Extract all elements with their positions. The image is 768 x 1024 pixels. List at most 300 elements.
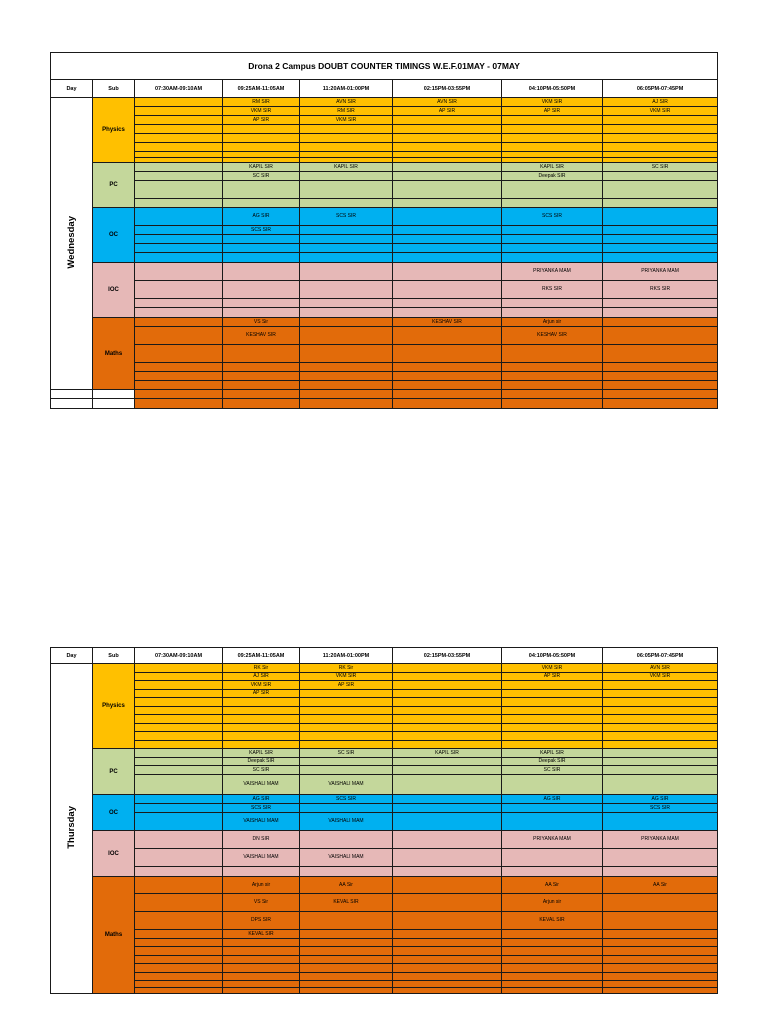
- header-slot: 09:25AM-11:05AM: [223, 80, 300, 98]
- slot-cell: [300, 804, 393, 813]
- slot-cell: Arjun sir: [223, 877, 300, 894]
- header-slot: 11:20AM-01:00PM: [300, 80, 393, 98]
- slot-cell: [135, 732, 223, 741]
- schedule-row: [51, 813, 718, 831]
- slot-cell: [502, 390, 603, 399]
- slot-cell: [135, 116, 223, 125]
- slot-cell: [393, 381, 502, 390]
- slot-cell: [603, 318, 718, 327]
- day-label: Thursday: [65, 806, 77, 849]
- slot-cell: SC SIR: [223, 766, 300, 775]
- schedule-row: [51, 281, 718, 299]
- slot-cell: [300, 724, 393, 732]
- slot-cell: [502, 681, 603, 690]
- slot-cell: [502, 181, 603, 199]
- slot-cell: [502, 813, 603, 831]
- slot-cell: [603, 381, 718, 390]
- slot-cell: [300, 732, 393, 741]
- slot-cell: [603, 125, 718, 134]
- slot-cell: [393, 327, 502, 345]
- schedule-row: [51, 877, 718, 894]
- slot-cell: [393, 673, 502, 681]
- slot-cell: [502, 116, 603, 125]
- slot-cell: [223, 973, 300, 981]
- slot-cell: [223, 263, 300, 281]
- slot-cell: [393, 867, 502, 877]
- day-cell: [51, 98, 93, 390]
- header-row: [51, 648, 718, 664]
- slot-cell: [393, 956, 502, 964]
- slot-cell: [300, 281, 393, 299]
- slot-cell: [135, 795, 223, 804]
- schedule-row: [51, 831, 718, 849]
- slot-cell: SCS SIR: [603, 804, 718, 813]
- slot-cell: AJ SIR: [603, 98, 718, 107]
- slot-cell: [135, 363, 223, 372]
- slot-cell: AVN SIR: [393, 98, 502, 107]
- slot-cell: [603, 956, 718, 964]
- schedule-row: [51, 199, 718, 208]
- slot-cell: [603, 116, 718, 125]
- slot-cell: VKM SIR: [300, 673, 393, 681]
- slot-cell: [300, 299, 393, 308]
- slot-cell: [135, 390, 223, 399]
- slot-cell: [135, 263, 223, 281]
- header-day: Day: [51, 80, 93, 98]
- slot-cell: [135, 758, 223, 766]
- slot-cell: [603, 134, 718, 143]
- slot-cell: [603, 724, 718, 732]
- slot-cell: [135, 775, 223, 795]
- slot-cell: [603, 988, 718, 994]
- slot-cell: [135, 318, 223, 327]
- schedule-row: [51, 795, 718, 804]
- subject-label: Physics: [93, 98, 135, 163]
- slot-cell: [393, 947, 502, 956]
- slot-cell: [393, 664, 502, 673]
- slot-cell: RK Sir: [300, 664, 393, 673]
- slot-cell: PRIYANKA MAM: [502, 831, 603, 849]
- slot-cell: [502, 724, 603, 732]
- slot-cell: [502, 143, 603, 152]
- schedule-row: [51, 299, 718, 308]
- slot-cell: AP SIR: [502, 673, 603, 681]
- slot-cell: [502, 690, 603, 698]
- slot-cell: [135, 181, 223, 199]
- day-cell-empty: [51, 390, 93, 399]
- slot-cell: [502, 707, 603, 715]
- slot-cell: [300, 372, 393, 381]
- slot-cell: [393, 363, 502, 372]
- subject-label: IOC: [93, 263, 135, 318]
- slot-cell: [135, 244, 223, 253]
- slot-cell: AJ SIR: [223, 673, 300, 681]
- slot-cell: [502, 299, 603, 308]
- slot-cell: [300, 707, 393, 715]
- slot-cell: [393, 988, 502, 994]
- slot-cell: [135, 707, 223, 715]
- slot-cell: [603, 912, 718, 930]
- slot-cell: [300, 831, 393, 849]
- schedule-row: [51, 399, 718, 409]
- slot-cell: [502, 867, 603, 877]
- slot-cell: VAISHALI MAM: [223, 849, 300, 867]
- schedule-row: [51, 724, 718, 732]
- day-cell: [51, 664, 93, 994]
- schedule-row: [51, 741, 718, 749]
- slot-cell: PRIYANKA MAM: [603, 831, 718, 849]
- slot-cell: [223, 281, 300, 299]
- schedule-row: [51, 143, 718, 152]
- slot-cell: [223, 345, 300, 363]
- slot-cell: [393, 134, 502, 143]
- schedule-row: [51, 775, 718, 795]
- slot-cell: [135, 766, 223, 775]
- slot-cell: SC SIR: [300, 749, 393, 758]
- header-slot: 04:10PM-05:50PM: [502, 648, 603, 664]
- slot-cell: RM SIR: [300, 107, 393, 116]
- schedule-row: [51, 749, 718, 758]
- slot-cell: [135, 308, 223, 318]
- slot-cell: [135, 741, 223, 749]
- slot-cell: KESHAV SIR: [393, 318, 502, 327]
- schedule-row: [51, 867, 718, 877]
- slot-cell: [603, 390, 718, 399]
- slot-cell: [300, 399, 393, 409]
- slot-cell: [502, 226, 603, 235]
- slot-cell: VS Sir: [223, 318, 300, 327]
- slot-cell: [603, 732, 718, 741]
- slot-cell: [223, 143, 300, 152]
- slot-cell: AP SIR: [223, 116, 300, 125]
- slot-cell: [223, 956, 300, 964]
- slot-cell: [603, 226, 718, 235]
- slot-cell: [603, 244, 718, 253]
- slot-cell: [603, 253, 718, 263]
- slot-cell: [135, 253, 223, 263]
- schedule-row: [51, 244, 718, 253]
- slot-cell: [603, 299, 718, 308]
- slot-cell: [603, 849, 718, 867]
- slot-cell: AP SIR: [502, 107, 603, 116]
- schedule-row: [51, 363, 718, 372]
- slot-cell: [393, 226, 502, 235]
- slot-cell: AG SIR: [502, 795, 603, 804]
- schedule-row: [51, 758, 718, 766]
- slot-cell: [502, 253, 603, 263]
- slot-cell: [393, 775, 502, 795]
- slot-cell: [223, 707, 300, 715]
- slot-cell: [603, 715, 718, 724]
- slot-cell: [502, 741, 603, 749]
- slot-cell: VKM SIR: [223, 681, 300, 690]
- slot-cell: [502, 732, 603, 741]
- slot-cell: [135, 690, 223, 698]
- slot-cell: [135, 381, 223, 390]
- slot-cell: [135, 930, 223, 939]
- header-row: [51, 80, 718, 98]
- schedule-row: [51, 381, 718, 390]
- slot-cell: [393, 181, 502, 199]
- schedule-row: [51, 107, 718, 116]
- slot-cell: [135, 345, 223, 363]
- slot-cell: [300, 181, 393, 199]
- slot-cell: [603, 930, 718, 939]
- header-slot: 07:30AM-09:10AM: [135, 80, 223, 98]
- slot-cell: AA Sir: [603, 877, 718, 894]
- slot-cell: PRIYANKA MAM: [502, 263, 603, 281]
- slot-cell: [135, 956, 223, 964]
- slot-cell: [223, 867, 300, 877]
- slot-cell: [393, 964, 502, 973]
- slot-cell: [300, 766, 393, 775]
- schedule-row: [51, 973, 718, 981]
- slot-cell: AP SIR: [300, 681, 393, 690]
- slot-cell: [502, 930, 603, 939]
- slot-cell: [502, 381, 603, 390]
- slot-cell: [223, 964, 300, 973]
- slot-cell: RK Sir: [223, 664, 300, 673]
- schedule-row: [51, 134, 718, 143]
- slot-cell: [135, 327, 223, 345]
- slot-cell: [393, 831, 502, 849]
- slot-cell: [603, 143, 718, 152]
- slot-cell: [603, 199, 718, 208]
- slot-cell: [502, 947, 603, 956]
- slot-cell: [393, 724, 502, 732]
- schedule-row: [51, 766, 718, 775]
- slot-cell: VKM SIR: [502, 664, 603, 673]
- slot-cell: [223, 363, 300, 372]
- slot-cell: VAISHALI MAM: [223, 813, 300, 831]
- slot-cell: [300, 381, 393, 390]
- slot-cell: [603, 766, 718, 775]
- slot-cell: [135, 981, 223, 988]
- slot-cell: [300, 308, 393, 318]
- subject-label: IOC: [93, 831, 135, 877]
- slot-cell: [603, 707, 718, 715]
- slot-cell: [393, 690, 502, 698]
- slot-cell: KAPIL SIR: [502, 163, 603, 172]
- schedule-row: [51, 253, 718, 263]
- slot-cell: [135, 98, 223, 107]
- slot-cell: [393, 116, 502, 125]
- slot-cell: [135, 749, 223, 758]
- subject-cell-empty: [93, 399, 135, 409]
- sheet-title: Drona 2 Campus DOUBT COUNTER TIMINGS W.E.F.01MAY - 07MAY: [51, 53, 718, 80]
- slot-cell: VKM SIR: [603, 107, 718, 116]
- slot-cell: [393, 973, 502, 981]
- slot-cell: [393, 894, 502, 912]
- day-cell-empty: [51, 399, 93, 409]
- slot-cell: [223, 244, 300, 253]
- slot-cell: [223, 253, 300, 263]
- slot-cell: [300, 172, 393, 181]
- subject-label: Maths: [93, 318, 135, 390]
- slot-cell: [393, 263, 502, 281]
- slot-cell: [393, 345, 502, 363]
- slot-cell: [502, 698, 603, 707]
- slot-cell: [393, 698, 502, 707]
- slot-cell: Arjun sir: [502, 318, 603, 327]
- slot-cell: [502, 939, 603, 947]
- slot-cell: [223, 308, 300, 318]
- slot-cell: [393, 939, 502, 947]
- slot-cell: [393, 981, 502, 988]
- timetable-wednesday: [50, 52, 718, 409]
- slot-cell: [300, 134, 393, 143]
- slot-cell: [223, 947, 300, 956]
- slot-cell: [223, 732, 300, 741]
- slot-cell: AP SIR: [223, 690, 300, 698]
- header-slot: 06:05PM-07:45PM: [603, 80, 718, 98]
- header-slot: 02:15PM-03:55PM: [393, 80, 502, 98]
- slot-cell: [393, 758, 502, 766]
- slot-cell: [603, 208, 718, 226]
- slot-cell: [603, 690, 718, 698]
- slot-cell: [300, 199, 393, 208]
- slot-cell: AG SIR: [603, 795, 718, 804]
- slot-cell: [393, 732, 502, 741]
- slot-cell: [300, 318, 393, 327]
- slot-cell: [603, 181, 718, 199]
- slot-cell: [603, 964, 718, 973]
- slot-cell: [135, 172, 223, 181]
- schedule-row: [51, 690, 718, 698]
- schedule-row: [51, 345, 718, 363]
- slot-cell: [135, 281, 223, 299]
- slot-cell: [300, 226, 393, 235]
- slot-cell: [135, 299, 223, 308]
- slot-cell: VAISHALI MAM: [300, 813, 393, 831]
- slot-cell: [135, 673, 223, 681]
- slot-cell: AA Sir: [300, 877, 393, 894]
- day-label: Wednesday: [65, 216, 77, 269]
- slot-cell: AG SIR: [223, 795, 300, 804]
- slot-cell: [393, 235, 502, 244]
- schedule-row: [51, 964, 718, 973]
- slot-cell: [502, 973, 603, 981]
- header-slot: 06:05PM-07:45PM: [603, 648, 718, 664]
- slot-cell: AP SIR: [393, 107, 502, 116]
- slot-cell: AVN SIR: [300, 98, 393, 107]
- slot-cell: [223, 381, 300, 390]
- slot-cell: [603, 308, 718, 318]
- slot-cell: [300, 253, 393, 263]
- slot-cell: AA Sir: [502, 877, 603, 894]
- slot-cell: VKM SIR: [603, 673, 718, 681]
- slot-cell: [300, 690, 393, 698]
- subject-label: Physics: [93, 664, 135, 749]
- slot-cell: [603, 235, 718, 244]
- slot-cell: [223, 125, 300, 134]
- slot-cell: KAPIL SIR: [300, 163, 393, 172]
- slot-cell: [502, 804, 603, 813]
- slot-cell: [223, 181, 300, 199]
- schedule-row: [51, 318, 718, 327]
- slot-cell: SCS SIR: [223, 226, 300, 235]
- slot-cell: RM SIR: [223, 98, 300, 107]
- slot-cell: [603, 681, 718, 690]
- subject-cell-empty: [93, 390, 135, 399]
- slot-cell: [300, 981, 393, 988]
- slot-cell: [603, 363, 718, 372]
- schedule-row: [51, 163, 718, 172]
- header-day: Day: [51, 648, 93, 664]
- slot-cell: [502, 399, 603, 409]
- slot-cell: [393, 299, 502, 308]
- slot-cell: [393, 390, 502, 399]
- slot-cell: AVN SIR: [603, 664, 718, 673]
- subject-label: OC: [93, 208, 135, 263]
- slot-cell: [393, 125, 502, 134]
- slot-cell: Arjun sir: [502, 894, 603, 912]
- slot-cell: [300, 930, 393, 939]
- slot-cell: PRIYANKA MAM: [603, 263, 718, 281]
- slot-cell: [502, 981, 603, 988]
- slot-cell: [603, 813, 718, 831]
- header-slot: 04:10PM-05:50PM: [502, 80, 603, 98]
- slot-cell: [502, 363, 603, 372]
- subject-label: OC: [93, 795, 135, 831]
- header-slot: 11:20AM-01:00PM: [300, 648, 393, 664]
- title-row: [51, 53, 718, 80]
- slot-cell: KEVAL SIR: [300, 894, 393, 912]
- slot-cell: [393, 199, 502, 208]
- slot-cell: [502, 125, 603, 134]
- header-slot: 09:25AM-11:05AM: [223, 648, 300, 664]
- slot-cell: [603, 698, 718, 707]
- slot-cell: [300, 263, 393, 281]
- slot-cell: AG SIR: [223, 208, 300, 226]
- slot-cell: [393, 372, 502, 381]
- schedule-row: [51, 125, 718, 134]
- slot-cell: [393, 163, 502, 172]
- slot-cell: [135, 698, 223, 707]
- slot-cell: [393, 208, 502, 226]
- schedule-row: [51, 894, 718, 912]
- header-slot: 02:15PM-03:55PM: [393, 648, 502, 664]
- slot-cell: RKS SIR: [603, 281, 718, 299]
- slot-cell: [135, 235, 223, 244]
- slot-cell: [223, 134, 300, 143]
- slot-cell: SC SIR: [502, 766, 603, 775]
- slot-cell: [603, 749, 718, 758]
- slot-cell: [135, 973, 223, 981]
- slot-cell: [603, 939, 718, 947]
- slot-cell: [393, 172, 502, 181]
- slot-cell: [300, 988, 393, 994]
- slot-cell: [300, 345, 393, 363]
- slot-cell: [603, 741, 718, 749]
- slot-cell: [393, 143, 502, 152]
- schedule-row: [51, 116, 718, 125]
- slot-cell: [393, 813, 502, 831]
- slot-cell: [300, 125, 393, 134]
- slot-cell: [223, 741, 300, 749]
- slot-cell: [135, 867, 223, 877]
- slot-cell: [300, 327, 393, 345]
- slot-cell: Deepak SIR: [223, 758, 300, 766]
- slot-cell: [300, 244, 393, 253]
- slot-cell: [393, 308, 502, 318]
- slot-cell: [393, 707, 502, 715]
- slot-cell: [135, 134, 223, 143]
- slot-cell: [393, 281, 502, 299]
- slot-cell: [502, 308, 603, 318]
- slot-cell: [135, 199, 223, 208]
- slot-cell: [135, 372, 223, 381]
